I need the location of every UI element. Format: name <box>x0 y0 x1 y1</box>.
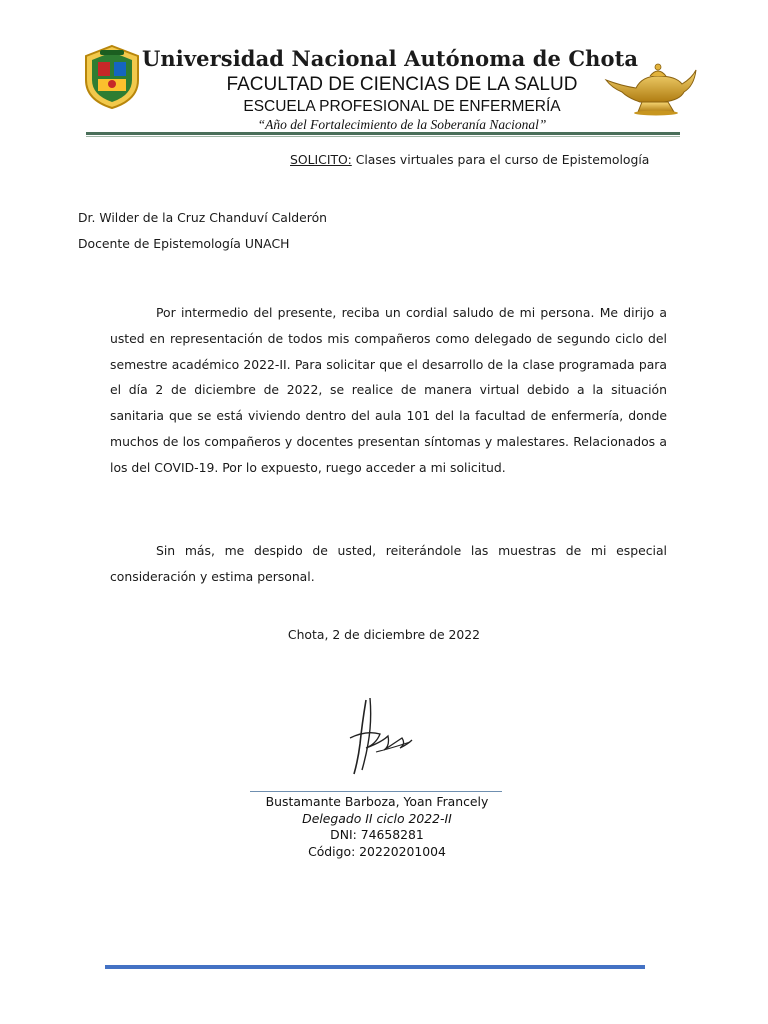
body-paragraph-1: Por intermedio del presente, reciba un cordial saludo de mi persona. Me dirijo a usted en representación de todos mis compañeros como delegado de segundo ciclo del semestre académico 2022-II. Para solicitar que el desarrollo de la clase programada para el día 2 de diciembre de 2022, se realice de manera virtual debido a la situación sanitaria que se está viviendo dentro del aula 101 del la facultad de enfermería, donde muchos de los compañeros y docentes presentan síntomas y malestares. Relacionados a los del COVID-19. Por lo expuesto, ruego acceder a mi solicitud. <box>110 305 667 475</box>
faculty-name: FACULTAD DE CIENCIAS DE LA SALUD <box>226 74 578 95</box>
subject-line <box>290 152 690 167</box>
signature-block <box>220 794 534 860</box>
handwritten-signature <box>336 694 416 780</box>
signer-code: Código: 20220201004 <box>308 843 446 859</box>
university-crest-icon <box>82 44 142 110</box>
university-name: Universidad Nacional Autónoma de Chota <box>142 46 639 71</box>
signer-name: Bustamante Barboza, Yoan Francely <box>265 794 489 809</box>
school-name: ESCUELA PROFESIONAL DE ENFERMERÍA <box>243 98 561 115</box>
nursing-lamp-icon <box>602 58 700 116</box>
body-paragraph-2: Sin más, me despido de usted, reiterándole las muestras de mi especial consideración y estima personal. <box>110 543 667 584</box>
footer-divider <box>105 965 645 969</box>
recipient-title: Docente de Epistemología UNACH <box>78 236 290 251</box>
signer-dni: DNI: 74658281 <box>330 827 424 842</box>
subject-label: SOLICITO: <box>290 152 352 167</box>
year-motto: “Año del Fortalecimiento de la Soberanía Nacional” <box>257 117 547 132</box>
header-divider-thin <box>86 136 680 137</box>
header-divider <box>86 132 680 135</box>
place-date: Chota, 2 de diciembre de 2022 <box>287 627 481 642</box>
recipient-name: Dr. Wilder de la Cruz Chanduví Calderón <box>78 210 328 225</box>
signer-role: Delegado II ciclo 2022-II <box>302 810 452 826</box>
subject-text: Clases virtuales para el curso de Epistemología <box>351 152 650 167</box>
signature-line <box>250 791 502 792</box>
